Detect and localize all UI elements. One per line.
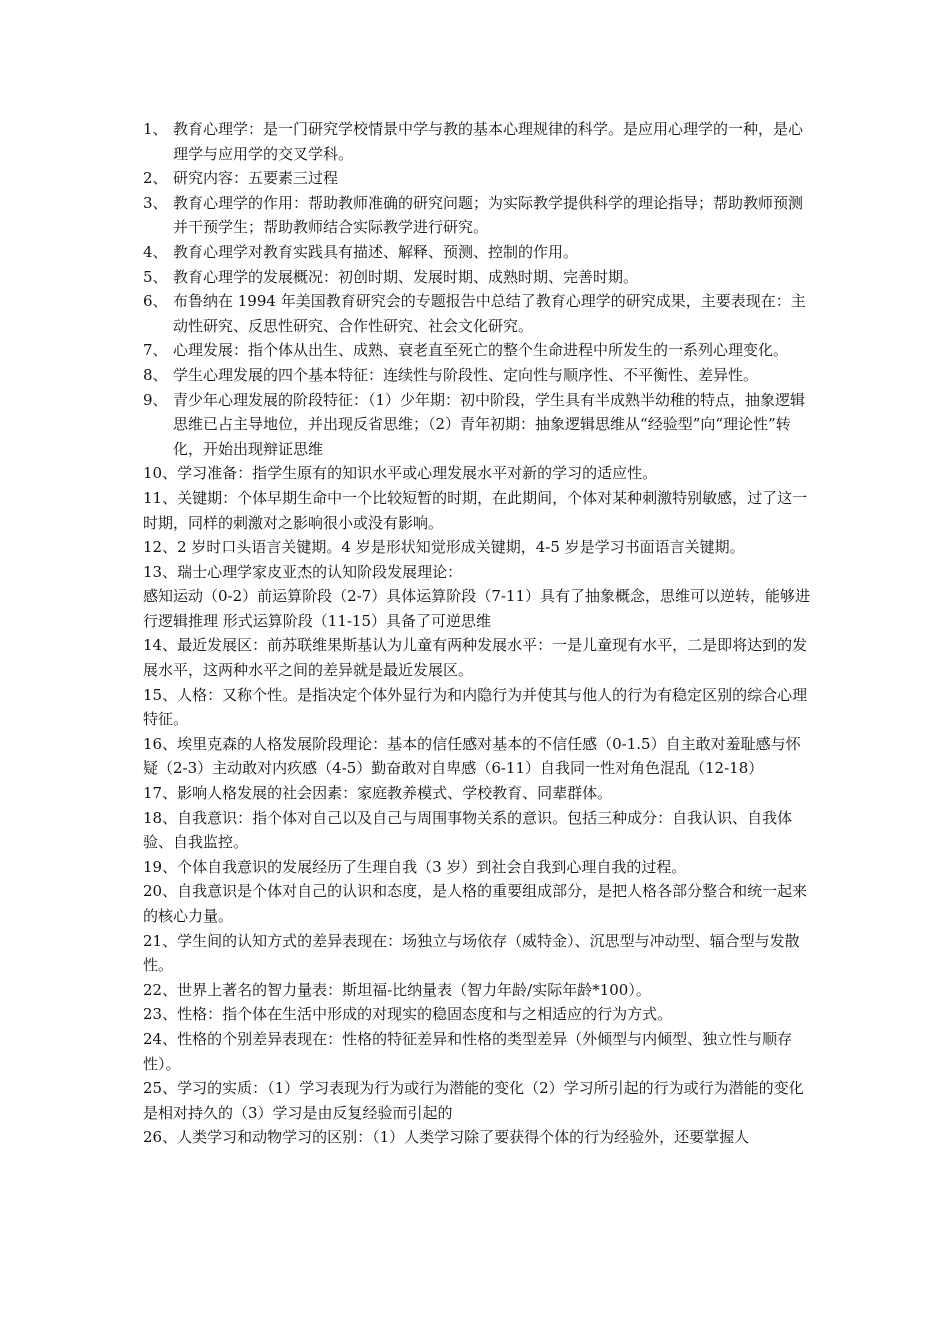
list-item: [143, 240, 813, 265]
item-number: 24、: [143, 1029, 178, 1048]
item-number: 4、: [143, 242, 168, 261]
list-item: [143, 265, 813, 290]
list-item: [143, 806, 813, 855]
item-text: 教育心理学的作用：帮助教师准确的研究问题；为实际教学提供科学的理论指导；帮助教师预测并干预学生；帮助教师结合实际教学进行研究。: [173, 193, 804, 237]
item-number: 22、: [143, 980, 178, 999]
item-number: 14、: [143, 636, 178, 655]
item-text: 最近发展区：前苏联维果斯基认为儿童有两种发展水平：一是儿童现有水平，二是即将达到的发展水平，这两种水平之间的差异就是最近发展区。: [143, 636, 808, 680]
item-number: 16、: [143, 734, 178, 753]
list-item: [143, 732, 813, 781]
item-text: 关键期：个体早期生命中一个比较短暂的时期，在此期间，个体对某种刺激特别敏感，过了这一时期，同样的刺激对之影响很小或没有影响。: [143, 488, 808, 532]
item-text: 布鲁纳在 1994 年美国教育研究会的专题报告中总结了教育心理学的研究成果，主要表现在：主动性研究、反思性研究、合作性研究、社会文化研究。: [173, 292, 806, 335]
item-number: 1、: [143, 120, 168, 138]
list-item: [143, 633, 813, 682]
item-number: 9、: [143, 390, 168, 409]
list-item: [143, 117, 813, 166]
item-number: 15、: [143, 685, 178, 704]
item-text: 人类学习和动物学习的区别：（1）人类学习除了要获得个体的行为经验外，还要掌握人: [177, 1128, 750, 1147]
item-text: 学生间的认知方式的差异表现在：场独立与场依存（威特金）、沉思型与冲动型、辐合型与发散性。: [143, 931, 800, 975]
item-text: 自我意识：指个体对自己以及自己与周围事物关系的意识。包括三种成分：自我认识、自我体验、自我监控。: [143, 808, 793, 852]
list-item: [143, 560, 813, 585]
item-number: 12、: [143, 538, 178, 557]
item-text: 个体自我意识的发展经历了生理自我（3 岁）到社会自我到心理自我的过程。: [177, 857, 687, 876]
item-text: 性格的个别差异表现在：性格的特征差异和性格的类型差异（外倾型与内倾型、独立性与顺存性）。: [143, 1029, 793, 1073]
document-body: [143, 117, 813, 1150]
list-item: [143, 1125, 813, 1150]
item-text: 学习准备：指学生原有的知识水平或心理发展水平对新的学习的适应性。: [177, 464, 658, 483]
list-item-continuation: [143, 584, 813, 633]
item-text: 感知运动（0-2）前运算阶段（2-7）具体运算阶段（7-11）具有了抽象概念，思维可以逆转，能够进行逻辑推理 形式运算阶段（11-15）具备了可逆思维: [143, 587, 811, 630]
list-item: [143, 855, 813, 880]
list-item: [143, 535, 813, 560]
item-text: 2 岁时口头语言关键期。4 岁是形状知觉形成关键期，4-5 岁是学习书面语言关键期。: [177, 538, 745, 557]
list-item: [143, 781, 813, 806]
item-text: 世界上著名的智力量表：斯坦福-比纳量表（智力年龄/实际年龄*100）。: [177, 980, 651, 999]
item-text: 学生心理发展的四个基本特征：连续性与阶段性、定向性与顺序性、不平衡性、差异性。: [173, 365, 759, 384]
item-number: 5、: [143, 267, 168, 286]
item-number: 21、: [143, 931, 178, 950]
list-item: [143, 879, 813, 928]
item-text: 影响人格发展的社会因素：家庭教养模式、学校教育、同辈群体。: [177, 784, 613, 803]
list-item: [143, 1002, 813, 1027]
item-text: 人格：又称个性。是指决定个体外显行为和内隐行为并使其与他人的行为有稳定区别的综合心理特征。: [143, 685, 808, 729]
item-text: 学习的实质：（1）学习表现为行为或行为潜能的变化（2）学习所引起的行为或行为潜能的变化是相对持久的（3）学习是由反复经验而引起的: [143, 1079, 804, 1122]
item-number: 25、: [143, 1079, 178, 1098]
list-item: [143, 338, 813, 363]
item-text: 自我意识是个体对自己的认识和态度，是人格的重要组成部分，是把人格各部分整合和统一起来的核心力量。: [143, 882, 808, 925]
item-number: 3、: [143, 193, 168, 212]
item-number: 26、: [143, 1128, 178, 1147]
item-text: 青少年心理发展的阶段特征：（1）少年期：初中阶段，学生具有半成熟半幼稚的特点，抽象逻辑思维已占主导地位，并出现反省思维；（2）青年初期：抽象逻辑思维从“经验型”向“理论性”转化，开始出现辩证思维: [173, 390, 806, 458]
list-item: [143, 363, 813, 388]
item-text: 瑞士心理学家皮亚杰的认知阶段发展理论：: [177, 562, 463, 581]
item-text: 埃里克森的人格发展阶段理论：基本的信任感对基本的不信任感（0-1.5）自主敢对羞耻感与怀疑（2-3）主动敢对内疚感（4-5）勤奋敢对自卑感（6-11）自我同一性对角色混乱（12-18）: [143, 734, 801, 778]
item-text: 心理发展：指个体从出生、成熟、衰老直至死亡的整个生命进程中所发生的一系列心理变化。: [173, 341, 789, 360]
list-item: [143, 461, 813, 486]
item-number: 11、: [143, 488, 178, 507]
item-number: 19、: [143, 857, 178, 876]
item-number: 20、: [143, 882, 178, 901]
list-item: [143, 1027, 813, 1076]
list-item: [143, 978, 813, 1003]
item-text: 教育心理学的发展概况：初创时期、发展时期、成熟时期、完善时期。: [173, 267, 639, 286]
list-item: [143, 191, 813, 240]
item-number: 7、: [143, 341, 168, 360]
item-number: 2、: [143, 169, 168, 188]
item-number: 10、: [143, 464, 178, 483]
item-number: 23、: [143, 1005, 178, 1024]
item-text: 性格：指个体在生活中形成的对现实的稳固态度和与之相适应的行为方式。: [177, 1005, 673, 1024]
item-number: 18、: [143, 808, 178, 827]
list-item: [143, 486, 813, 535]
list-item: [143, 166, 813, 191]
list-item: [143, 929, 813, 978]
item-number: 8、: [143, 365, 168, 384]
list-item: [143, 388, 813, 462]
list-item: [143, 289, 813, 338]
item-text: 教育心理学对教育实践具有描述、解释、预测、控制的作用。: [173, 242, 579, 261]
list-item: [143, 683, 813, 732]
item-text: 研究内容：五要素三过程: [173, 169, 339, 188]
list-item: [143, 1076, 813, 1125]
item-number: 13、: [143, 562, 178, 581]
item-number: 6、: [143, 292, 168, 311]
item-number: 17、: [143, 784, 178, 803]
item-text: 教育心理学：是一门研究学校情景中学与教的基本心理规律的科学。是应用心理学的一种，是心理学与应用学的交叉学科。: [173, 120, 804, 163]
